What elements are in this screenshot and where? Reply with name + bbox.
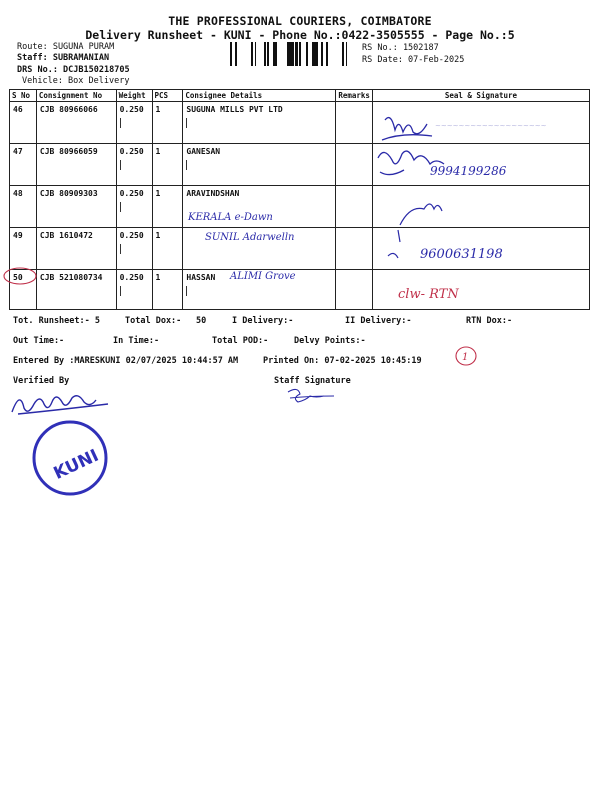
col-header-consignment: Consignment No	[36, 90, 116, 102]
weight-value: 0.250	[119, 105, 144, 114]
cell-sno: 46	[10, 102, 37, 144]
entered-by: Entered By :MARESKUNI 02/07/2025 10:44:57 AM	[13, 356, 239, 366]
route-label: Route: SUGUNA PURAM	[17, 42, 115, 52]
consignee-name: GANESAN	[186, 147, 221, 156]
weight-value: 0.250	[119, 273, 144, 282]
signature-scribble	[400, 204, 442, 225]
handwritten-note: KERALA e-Dawn	[188, 212, 273, 223]
verified-signature	[12, 396, 108, 414]
cell-pcs: 1	[152, 186, 183, 228]
verified-by-label: Verified By	[13, 376, 70, 386]
red-circle-mark	[4, 268, 36, 284]
faded-stamp-text: ~~~~~~~~~~~~~~~~~~~	[435, 122, 547, 130]
weight-value: 0.250	[119, 189, 144, 198]
vehicle-label: Vehicle: Box Delivery	[22, 76, 130, 86]
total-dox-value: 50	[196, 316, 207, 326]
col-header-remarks: Remarks	[336, 90, 373, 102]
rs-number: RS No.: 1502187	[362, 43, 439, 53]
staff-label: Staff: SUBRAMANIAN	[17, 53, 110, 63]
consignee-name: ARAVINDSHAN	[186, 189, 240, 198]
total-runsheet: Tot. Runsheet:- 5	[13, 316, 100, 326]
cell-consignment: CJB 80966066	[36, 102, 116, 144]
margin-note: 1	[462, 352, 469, 363]
cell-pcs: 1	[152, 228, 183, 270]
stamp-text: KUNI	[50, 445, 102, 484]
return-note: clw- RTN	[398, 287, 459, 302]
rs-date: RS Date: 07-Feb-2025	[362, 55, 465, 65]
cell-consignment: CJB 80966059	[36, 144, 116, 186]
drs-number: DRS No.: DCJB150218705	[17, 65, 130, 75]
rtn-dox: RTN Dox:-	[466, 316, 513, 326]
out-time: Out Time:-	[13, 336, 65, 346]
total-dox-label: Total Dox:-	[125, 316, 182, 326]
col-header-signature: Seal & Signature	[372, 90, 589, 102]
cell-sno: 50	[10, 270, 37, 310]
weight-value: 0.250	[119, 147, 144, 156]
handwritten-phone: 9994199286	[430, 164, 507, 178]
staff-signature-label: Staff Signature	[274, 376, 351, 386]
col-header-sno: S No	[10, 90, 37, 102]
cell-sno: 49	[10, 228, 37, 270]
cell-consignment: CJB 1610472	[36, 228, 116, 270]
cell-consignment: CJB 521080734	[36, 270, 116, 310]
consignee-name: SUGUNA MILLS PVT LTD	[186, 105, 283, 114]
handwritten-note: SUNIL Adarwelln	[205, 232, 295, 243]
consignee-name: HASSAN	[186, 273, 216, 282]
col-header-weight: Weight	[116, 90, 152, 102]
handwritten-phone: 9600631198	[420, 247, 503, 262]
signature-scribble	[382, 118, 432, 140]
in-time: In Time:-	[113, 336, 160, 346]
col-header-pcs: PCS	[152, 90, 183, 102]
cell-sno: 47	[10, 144, 37, 186]
cell-pcs: 1	[152, 270, 183, 310]
weight-value: 0.250	[119, 231, 144, 240]
cell-sno: 48	[10, 186, 37, 228]
company-title: THE PROFESSIONAL COURIERS, COIMBATORE	[168, 14, 432, 28]
staff-signature	[288, 389, 334, 402]
cell-pcs: 1	[152, 102, 183, 144]
delivery-points: Delvy Points:-	[294, 336, 366, 346]
total-pod: Total POD:-	[212, 336, 269, 346]
i-delivery: I Delivery:-	[232, 316, 294, 326]
ii-delivery: II Delivery:-	[345, 316, 412, 326]
printed-on: Printed On: 07-02-2025 10:45:19	[263, 356, 422, 366]
signature-scribble	[388, 230, 400, 258]
cell-consignment: CJB 80909303	[36, 186, 116, 228]
handwritten-note: ALIMI Grove	[230, 271, 296, 282]
col-header-consignee: Consignee Details	[183, 90, 336, 102]
cell-pcs: 1	[152, 144, 183, 186]
runsheet-subtitle: Delivery Runsheet - KUNI - Phone No.:0422-3505555 - Page No.:5	[85, 28, 515, 42]
